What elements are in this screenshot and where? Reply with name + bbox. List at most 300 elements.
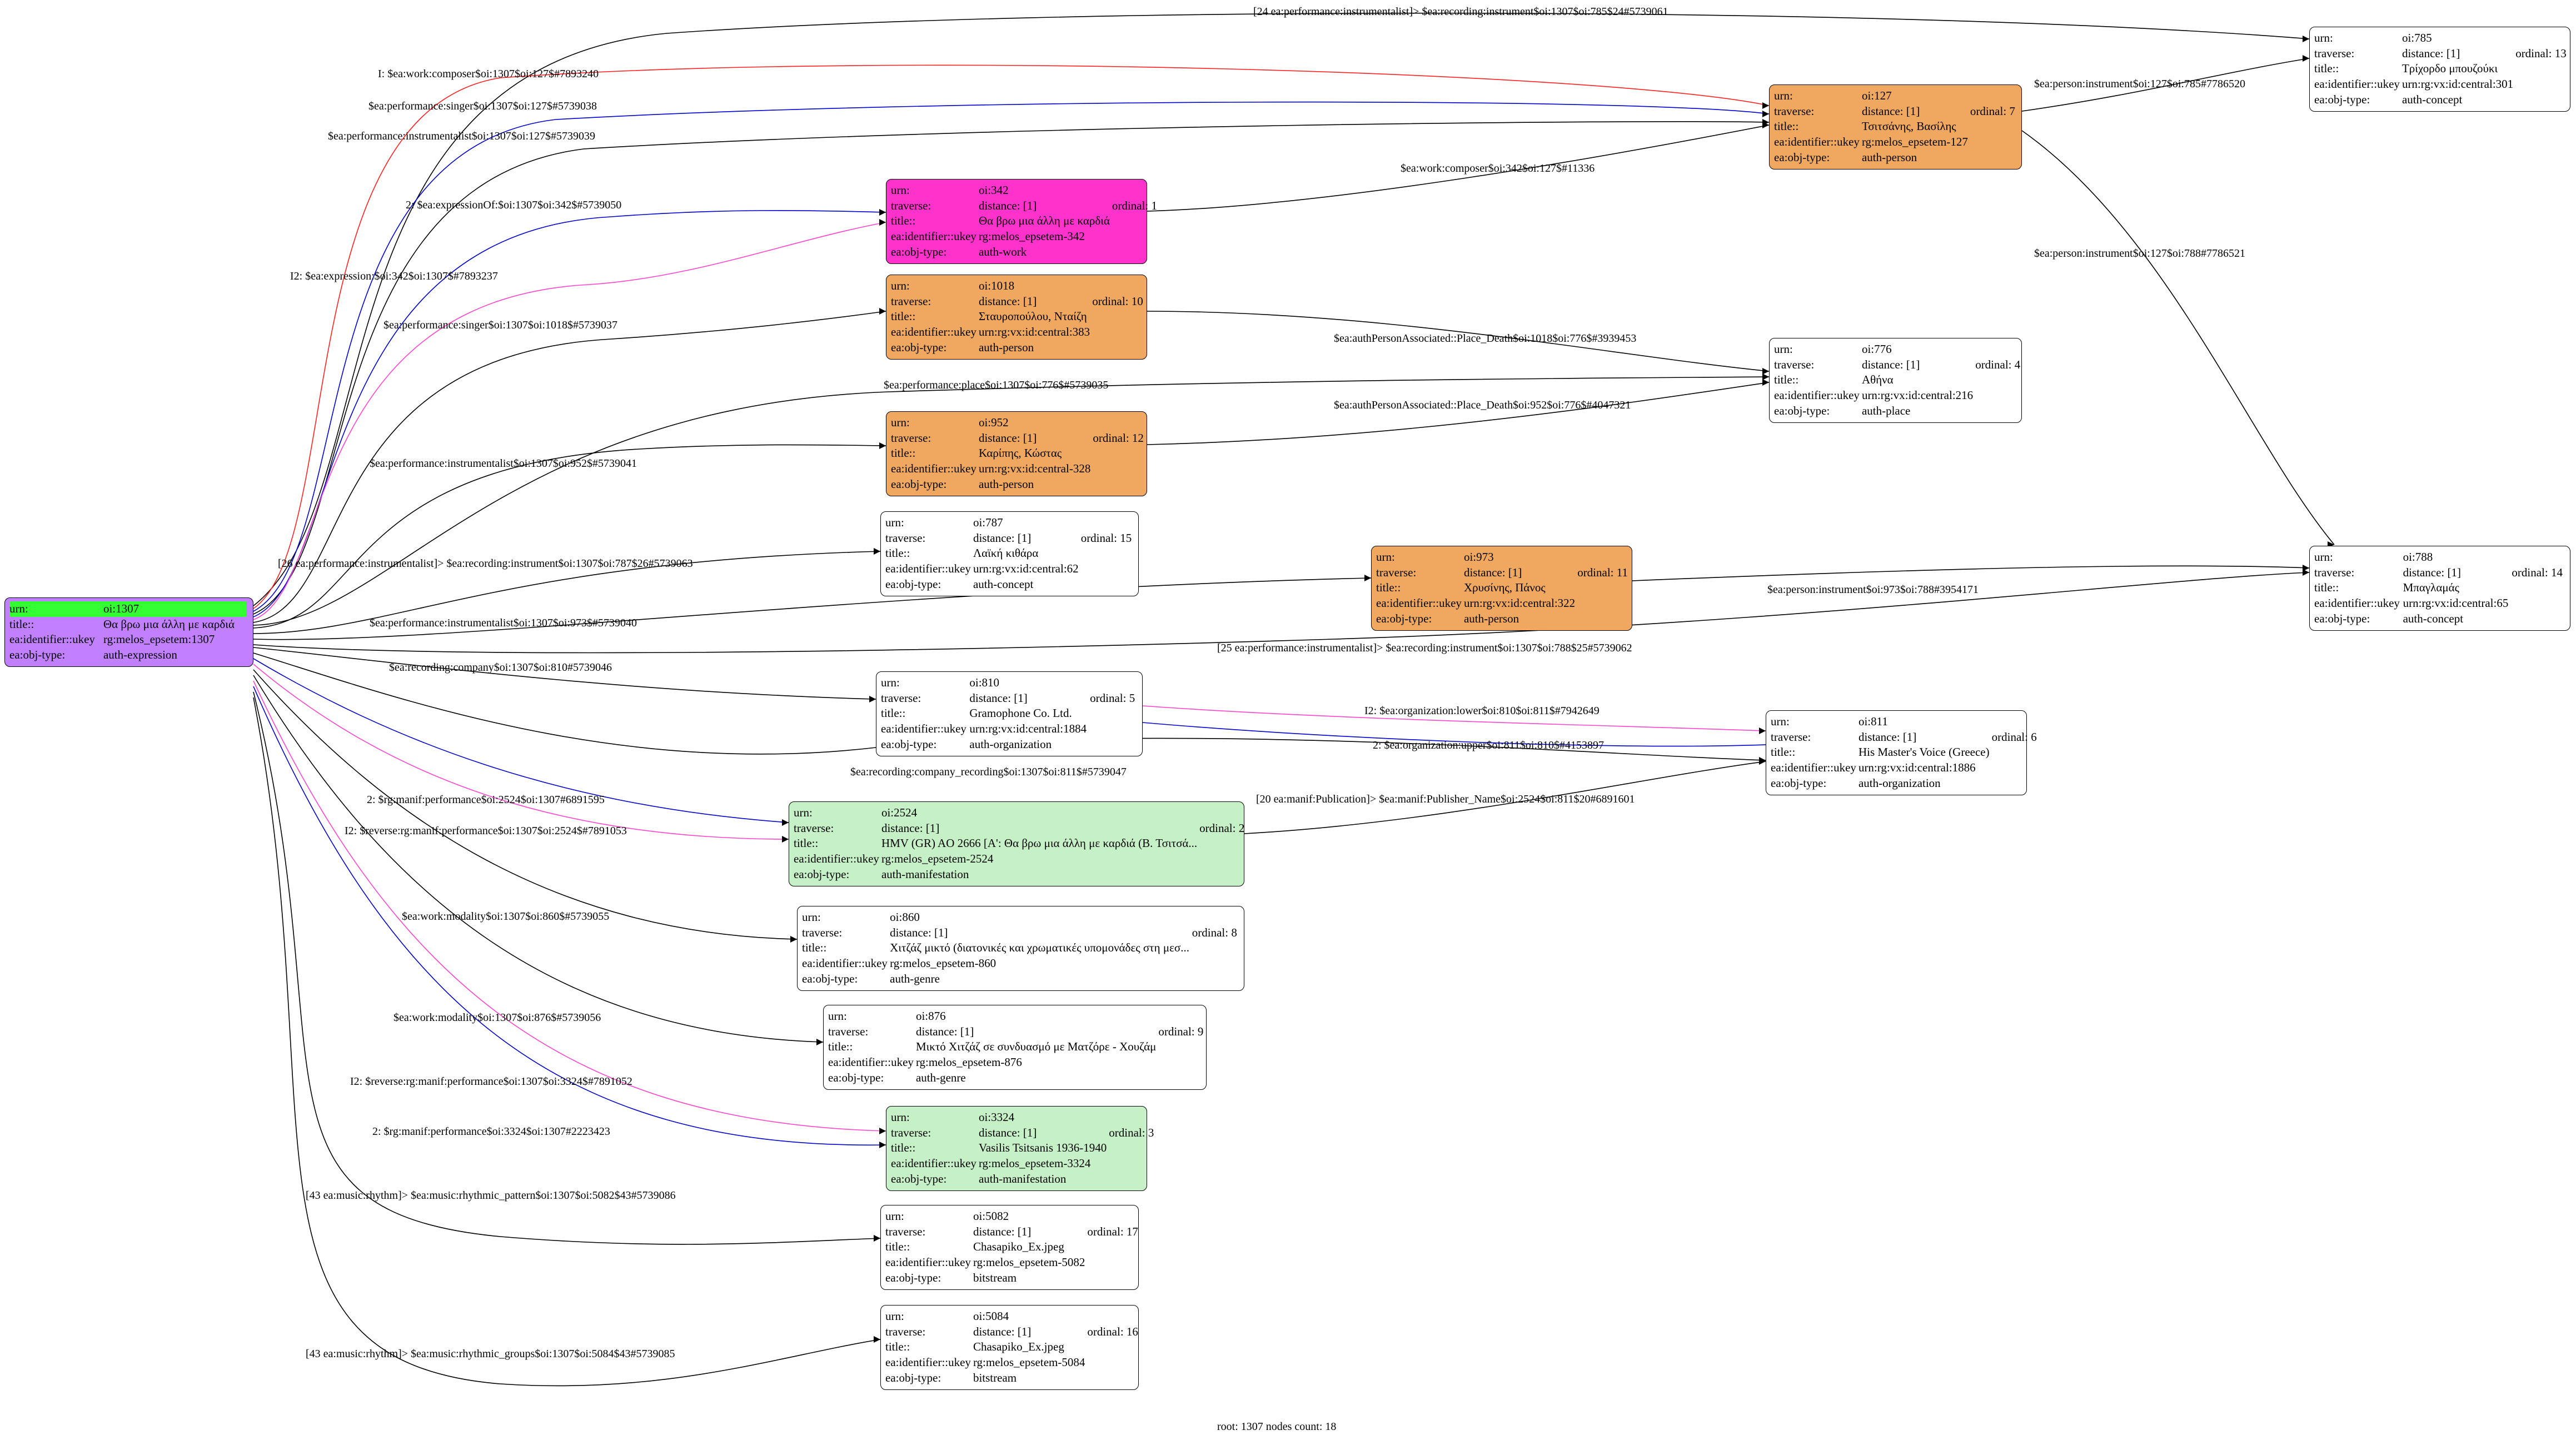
edge-arrowhead (879, 1128, 886, 1134)
graph-edge (253, 664, 789, 839)
node-field-value: oi:342 (978, 183, 1009, 197)
node-field-row (1774, 104, 2017, 119)
node-field-value: oi:788 (2403, 550, 2433, 564)
node-field-extra (1093, 477, 1146, 492)
graph-node-3324[interactable] (886, 1106, 1154, 1191)
node-field-row (1376, 550, 1630, 565)
graph-node-787[interactable] (880, 511, 1139, 596)
node-field-key: ea:obj-type: (1771, 776, 1827, 790)
node-field-value: bitstream (973, 1270, 1017, 1284)
edge-arrowhead (1762, 111, 1769, 117)
node-field-row (1774, 150, 2017, 166)
node-field-extra (246, 632, 248, 647)
node-field-row (2314, 565, 2565, 581)
graph-node-810[interactable] (876, 671, 1143, 756)
node-field-value: oi:860 (890, 910, 920, 924)
node-field-extra (1092, 340, 1145, 356)
node-field-key: urn: (891, 416, 910, 429)
node-field-key: urn: (891, 183, 910, 197)
node-field-key: traverse: (891, 198, 931, 212)
node-field-key: traverse: (828, 1024, 869, 1038)
node-field-row (1774, 88, 2017, 104)
node-field-value: distance: [1] (973, 531, 1032, 545)
node-field-row (1771, 760, 2039, 776)
node-field-extra (1112, 213, 1159, 229)
node-field-key: ea:identifier::ukey (1774, 388, 1860, 402)
node-field-row (885, 546, 1134, 561)
node-field-value: auth-person (978, 477, 1034, 491)
edge-arrowhead (879, 308, 886, 315)
node-field-row (1774, 372, 2022, 388)
node-field-key: urn: (802, 910, 821, 924)
node-field-extra (1577, 580, 1630, 596)
graph-edge (1632, 566, 2309, 581)
node-field-extra (1087, 1355, 1140, 1371)
node-field-value: oi:1018 (978, 279, 1015, 292)
node-field-row (2314, 92, 2569, 108)
node-field-extra (1087, 1339, 1140, 1355)
node-field-row (891, 294, 1145, 310)
node-field-value: distance: [1] (2401, 46, 2460, 60)
node-field-value: auth-concept (2403, 611, 2464, 625)
node-field-extra (1087, 1309, 1140, 1324)
node-field-value: urn:rg:vx:id:central:1886 (1858, 761, 1976, 775)
node-field-value: bitstream (973, 1371, 1017, 1384)
node-field-extra (1109, 1156, 1156, 1172)
node-field-extra (1081, 577, 1134, 592)
node-field-extra (1158, 1055, 1205, 1070)
node-field-row (802, 910, 1239, 925)
node-field-extra (2512, 611, 2565, 627)
edge-arrowhead (1762, 368, 1769, 375)
edge-arrowhead (1759, 757, 1766, 764)
node-field-row (891, 415, 1146, 431)
node-field-extra (1158, 1070, 1205, 1086)
node-field-key: ea:identifier::ukey (2314, 77, 2400, 91)
node-field-key: traverse: (1376, 565, 1417, 579)
node-field-value: rg:melos_epsetem-876 (915, 1055, 1022, 1069)
node-field-value: auth-organization (1858, 776, 1941, 790)
node-field-value: auth-genre (915, 1070, 966, 1084)
node-field-extra (1087, 1255, 1140, 1270)
edge-label: [20 ea:manif:Publication]> $ea:manif:Publisher_Name$oi:2524$oi:811$20#6891601 (1256, 793, 1635, 805)
node-field-extra (1192, 956, 1239, 971)
node-field-extra (1090, 706, 1138, 721)
node-field-key: traverse: (881, 691, 921, 705)
node-field-extra: ordinal: 16 (1087, 1324, 1138, 1338)
edge-label: [24 ea:performance:instrumentalist]> $ea:recording:instrument$oi:1307$oi:785$24#5739061 (1253, 6, 1668, 18)
node-field-value: oi:2524 (881, 806, 918, 819)
node-field-value: Χρυσίνης, Πάνος (1463, 581, 1546, 595)
edge-arrowhead (869, 696, 876, 702)
node-field-extra (1577, 596, 1630, 611)
node-field-row (9, 617, 248, 632)
graph-node-2524[interactable] (789, 801, 1244, 886)
node-field-value: Σταυροπούλου, Νταίζη (978, 310, 1087, 323)
node-field-key: urn: (1774, 342, 1793, 356)
node-field-extra (2512, 580, 2565, 596)
node-field-key: ea:obj-type: (881, 737, 937, 751)
edge-label: 2: $rg:manif:performance$oi:3324$oi:1307#2223423 (372, 1125, 610, 1138)
node-field-value: Chasapiko_Ex.jpeg (973, 1240, 1064, 1254)
node-field-extra (1992, 714, 2039, 730)
node-field-key: urn: (1774, 89, 1793, 102)
edge-label: I2: $ea:expression:$oi:342$oi:1307$#7893237 (290, 270, 498, 282)
node-field-value: rg:melos_epsetem:1307 (103, 632, 215, 646)
node-field-key: urn: (2314, 31, 2333, 44)
node-field-extra (1970, 119, 2017, 134)
node-field-key: traverse: (794, 821, 834, 835)
graph-node-788[interactable] (2309, 546, 2570, 631)
node-field-key: title:: (891, 1141, 916, 1155)
node-field-key: urn: (2314, 550, 2333, 564)
node-field-row (891, 477, 1146, 492)
edge-label: $ea:performance:instrumentalist$oi:1307$oi:952$#5739041 (370, 457, 637, 470)
edge-label: $ea:work:modality$oi:1307$oi:876$#5739056 (393, 1012, 601, 1024)
node-field-row (881, 691, 1138, 706)
node-field-row (828, 1055, 1205, 1070)
node-field-extra (1093, 461, 1146, 477)
node-field-row (802, 925, 1239, 941)
node-field-value: rg:melos_epsetem-127 (1861, 135, 1968, 149)
node-field-key: ea:obj-type: (794, 867, 850, 881)
node-field-row (885, 1239, 1140, 1255)
node-field-key: traverse: (802, 925, 843, 939)
graph-edge (1147, 382, 1769, 445)
node-field-value: auth-genre (890, 971, 940, 985)
node-field-value: distance: [1] (978, 1125, 1037, 1139)
node-field-value: urn:rg:vx:id:central:1884 (969, 722, 1087, 736)
node-field-row (802, 956, 1239, 971)
node-field-extra (246, 617, 248, 632)
node-field-extra: ordinal: 1 (1112, 198, 1157, 212)
edge-arrowhead (879, 209, 886, 216)
node-field-row (828, 1039, 1205, 1055)
node-field-extra (2512, 596, 2565, 611)
node-field-row (2314, 31, 2569, 46)
edge-arrowhead (1762, 379, 1769, 386)
edge-arrowhead (1762, 122, 1769, 128)
node-field-extra (1081, 546, 1134, 561)
graph-node-342[interactable] (886, 179, 1157, 264)
node-field-value: auth-person (1463, 611, 1519, 625)
node-field-extra (1199, 836, 1247, 851)
node-field-row (1771, 745, 2039, 760)
edge-label: $ea:performance:place$oi:1307$oi:776$#5739035 (884, 379, 1109, 391)
node-field-row (885, 1270, 1140, 1286)
node-field-row (885, 1355, 1140, 1371)
edge-arrowhead (782, 819, 789, 826)
node-field-row (828, 1009, 1205, 1024)
node-field-extra: ordinal: 6 (1991, 730, 2037, 744)
node-field-row (2314, 611, 2565, 627)
node-field-key: ea:obj-type: (891, 477, 947, 491)
node-field-value: rg:melos_epsetem-5082 (973, 1255, 1085, 1269)
edge-label: $ea:performance:singer$oi:1307$oi:127$#5739038 (368, 100, 597, 112)
node-field-extra (1092, 278, 1145, 294)
node-field-value: oi:5082 (973, 1209, 1009, 1223)
node-field-value: auth-person (978, 340, 1034, 354)
node-field-extra (1970, 134, 2017, 150)
node-field-extra (1577, 550, 1630, 565)
node-field-extra: ordinal: 9 (1158, 1024, 1204, 1038)
edge-arrowhead (2303, 569, 2309, 576)
node-field-row (828, 1024, 1205, 1040)
node-field-value: Αθήνα (1861, 373, 1894, 387)
node-field-extra (1087, 1371, 1140, 1386)
node-field-extra (1109, 1110, 1156, 1125)
node-field-key: ea:obj-type: (885, 1371, 941, 1384)
node-field-row (891, 183, 1159, 198)
node-field-extra: ordinal: 12 (1093, 431, 1144, 445)
node-field-row (2314, 77, 2569, 92)
node-field-extra: ordinal: 2 (1199, 821, 1245, 835)
node-field-key: title:: (885, 546, 910, 560)
node-field-key: title:: (802, 941, 827, 955)
node-field-value: oi:785 (2401, 31, 2432, 44)
node-field-value: oi:876 (915, 1009, 946, 1023)
node-field-row (1376, 596, 1630, 611)
edge-arrowhead (1762, 119, 1769, 126)
node-field-row (891, 245, 1159, 260)
node-field-row (1771, 776, 2039, 791)
edge-arrowhead (1759, 728, 1766, 734)
node-field-key: ea:identifier::ukey (802, 956, 888, 970)
node-field-value: distance: [1] (973, 1324, 1032, 1338)
node-field-key: ea:identifier::ukey (885, 562, 971, 576)
node-field-value: distance: [1] (890, 925, 948, 939)
edge-label: 2: $ea:organization:upper$oi:811$oi:810$#4153897 (1373, 739, 1605, 751)
node-field-extra (2515, 61, 2569, 77)
graph-edge (253, 445, 886, 628)
node-field-key: ea:identifier::ukey (1774, 135, 1860, 149)
node-field-key: ea:obj-type: (885, 1270, 941, 1284)
node-field-value: distance: [1] (2403, 565, 2461, 579)
node-field-row (1376, 565, 1630, 581)
node-field-key: ea:identifier::ukey (2314, 596, 2400, 610)
node-field-row (2314, 596, 2565, 611)
node-field-value: Λαϊκή κιθάρα (973, 546, 1039, 560)
node-field-row (794, 821, 1247, 836)
edge-label: $ea:work:composer$oi:342$oi:127$#11336 (1401, 162, 1595, 175)
node-field-extra (246, 601, 248, 617)
edge-arrowhead (879, 442, 886, 449)
node-field-extra (1109, 1140, 1156, 1156)
node-field-row (891, 340, 1145, 356)
node-field-value: Χιτζάζ μικτό (διατονικές και χρωματικές υπομονάδες στη μεσ... (890, 941, 1189, 955)
edge-arrowhead (874, 1336, 880, 1343)
node-field-key: title:: (1376, 581, 1401, 595)
node-field-row (885, 1309, 1140, 1324)
node-field-key: traverse: (1774, 104, 1815, 118)
node-field-row (802, 940, 1239, 956)
node-field-extra (1087, 1270, 1140, 1286)
node-field-key: ea:obj-type: (885, 577, 941, 591)
node-field-value: distance: [1] (973, 1224, 1032, 1238)
node-field-row (885, 1339, 1140, 1355)
node-field-key: urn: (891, 1110, 910, 1124)
graph-node-776[interactable] (1769, 338, 2022, 423)
node-field-row (1376, 611, 1630, 627)
node-field-extra (1092, 309, 1145, 325)
node-field-key: ea:obj-type: (2314, 92, 2370, 106)
node-field-value: auth-person (1861, 150, 1917, 164)
edge-label: 2: $rg:manif:performance$oi:2524$oi:1307#6891595 (367, 794, 605, 806)
node-field-key: ea:obj-type: (802, 971, 858, 985)
node-field-extra (1158, 1009, 1205, 1024)
edge-arrowhead (2303, 565, 2309, 571)
node-field-key: traverse: (885, 1324, 926, 1338)
node-field-value: rg:melos_epsetem-860 (890, 956, 996, 970)
graph-node-5084[interactable] (880, 1305, 1139, 1390)
node-field-row (1771, 714, 2039, 730)
node-field-value: oi:952 (978, 416, 1009, 429)
graph-edge (253, 578, 1371, 640)
edge-label: $ea:person:instrument$oi:973$oi:788#3954171 (1767, 584, 1979, 596)
node-field-row (881, 675, 1138, 691)
edge-label: $ea:work:modality$oi:1307$oi:860$#5739055 (402, 910, 610, 923)
node-field-value: distance: [1] (978, 431, 1037, 445)
node-field-row (2314, 580, 2565, 596)
edge-arrowhead (1759, 758, 1766, 765)
node-field-value: HMV (GR) AO 2666 [A': Θα βρω μια άλλη με καρδιά (Β. Τσιτσά... (881, 836, 1198, 850)
node-field-value: rg:melos_epsetem-5084 (973, 1356, 1085, 1369)
edge-label: $ea:recording:company_recording$oi:1307$oi:811$#5739047 (850, 766, 1127, 778)
node-field-extra (1992, 760, 2039, 776)
node-field-extra (1090, 721, 1138, 737)
node-field-value: Καρίπης, Κώστας (978, 446, 1062, 460)
node-field-extra: ordinal: 10 (1092, 294, 1143, 308)
node-field-extra: ordinal: 7 (1970, 104, 2015, 118)
node-field-key: ea:identifier::ukey (891, 325, 976, 339)
node-field-extra (2512, 550, 2565, 565)
node-field-value: distance: [1] (1861, 104, 1920, 118)
edge-label: $ea:person:instrument$oi:127$oi:788#7786521 (2034, 247, 2245, 260)
node-field-key: traverse: (1771, 730, 1811, 744)
node-field-key: title:: (885, 1340, 910, 1354)
node-field-key: title:: (2314, 62, 2339, 76)
node-field-value: distance: [1] (1858, 730, 1917, 744)
node-field-extra (1092, 325, 1145, 340)
node-field-key: traverse: (1774, 357, 1815, 371)
node-field-extra (1192, 910, 1239, 925)
graph-node-876[interactable] (823, 1005, 1207, 1090)
edge-arrowhead (816, 1039, 823, 1045)
node-field-value: oi:787 (973, 516, 1003, 529)
node-field-row (885, 1209, 1140, 1224)
node-field-key: title:: (794, 836, 819, 850)
node-field-row (891, 431, 1146, 446)
node-field-value: Θα βρω μια άλλη με καρδιά (978, 214, 1110, 228)
node-field-value: Τρίχορδο μπουζούκι (2401, 62, 2498, 76)
edge-label: [43 ea:music:rhythm]> $ea:music:rhythmic_pattern$oi:1307$oi:5082$43#5739086 (306, 1189, 676, 1202)
edge-label: $ea:performance:instrumentalist$oi:1307$oi:973$#5739040 (370, 617, 637, 629)
edge-label: [26 ea:performance:instrumentalist]> $ea:recording:instrument$oi:1307$oi:787$26#5739063 (278, 557, 693, 570)
edge-label: [25 ea:performance:instrumentalist]> $ea:recording:instrument$oi:1307$oi:788$25#5739062 (1217, 642, 1632, 654)
node-field-value: urn:rg:vx:id:central-328 (978, 462, 1091, 476)
edge-arrowhead (2303, 36, 2309, 42)
node-field-value: auth-expression (103, 648, 177, 662)
node-field-row (794, 867, 1247, 883)
node-field-row (885, 577, 1134, 592)
node-field-row (794, 851, 1247, 867)
node-field-extra (1109, 1172, 1156, 1187)
node-field-row (802, 971, 1239, 987)
node-field-value: oi:811 (1858, 715, 1888, 728)
node-field-value: rg:melos_epsetem-342 (978, 230, 1085, 243)
node-field-value: Μπαγλαμάς (2403, 581, 2459, 595)
node-field-row (891, 198, 1159, 214)
node-field-row (885, 1371, 1140, 1386)
node-field-value: distance: [1] (969, 691, 1028, 705)
graph-footer: root: 1307 nodes count: 18 (1217, 1421, 1337, 1433)
node-field-value: oi:810 (969, 676, 1000, 689)
graph-node-860[interactable] (797, 906, 1244, 991)
node-field-row (885, 1324, 1140, 1340)
node-field-key: urn: (794, 806, 813, 819)
node-field-extra (1970, 150, 2017, 166)
node-field-key: title:: (9, 617, 34, 631)
node-field-value: auth-manifestation (881, 867, 969, 881)
node-field-value: His Master's Voice (Greece) (1858, 745, 1990, 759)
node-field-row (891, 278, 1145, 294)
node-field-key: ea:identifier::ukey (891, 1157, 976, 1170)
node-field-key: title:: (891, 214, 916, 228)
edge-label: $ea:authPersonAssociated::Place_Death$oi:1018$oi:776$#3939453 (1334, 332, 1637, 345)
node-field-key: title:: (891, 446, 916, 460)
graph-node-1018[interactable] (886, 275, 1147, 360)
graph-node-973[interactable] (1371, 546, 1632, 631)
graph-edge (253, 675, 823, 1042)
node-field-extra (1158, 1039, 1205, 1055)
edge-label: I2: $reverse:rg:manif:performance$oi:1307$oi:3324$#7891052 (350, 1075, 632, 1088)
node-field-extra: ordinal: 4 (1975, 357, 2021, 371)
node-field-extra (1970, 88, 2017, 104)
node-field-extra (1975, 342, 2022, 357)
node-field-value: Chasapiko_Ex.jpeg (973, 1340, 1064, 1354)
node-field-key: traverse: (2314, 46, 2355, 60)
node-field-value: rg:melos_epsetem-2524 (881, 852, 994, 866)
node-field-value: distance: [1] (1463, 565, 1522, 579)
node-field-key: ea:obj-type: (2314, 611, 2370, 625)
graph-node-785[interactable] (2309, 27, 2570, 112)
graph-node-811[interactable] (1766, 710, 2037, 795)
node-field-row (794, 805, 1247, 821)
node-field-key: ea:obj-type: (9, 648, 66, 662)
node-field-row (828, 1070, 1205, 1086)
edge-arrowhead (1762, 102, 1769, 109)
node-field-value: distance: [1] (978, 294, 1037, 308)
node-field-key: title:: (1771, 745, 1796, 759)
graph-node-127[interactable] (1769, 84, 2022, 170)
graph-node-952[interactable] (886, 411, 1147, 496)
edge-label: $ea:performance:instrumentalist$oi:1307$oi:127$#5739039 (328, 130, 596, 142)
edge-label: I: $ea:work:composer$oi:1307$oi:127$#7893240 (378, 68, 599, 80)
edge-label: $ea:authPersonAssociated::Place_Death$oi:952$oi:776$#4047321 (1334, 399, 1631, 411)
node-field-key: traverse: (885, 1224, 926, 1238)
graph-node-1307[interactable] (4, 597, 253, 667)
node-field-value: oi:3324 (978, 1110, 1015, 1124)
node-field-row (2314, 61, 2569, 77)
graph-node-5082[interactable] (880, 1205, 1139, 1290)
node-field-extra (2515, 77, 2569, 92)
node-field-extra (1087, 1209, 1140, 1224)
edge-label: [43 ea:music:rhythm]> $ea:music:rhythmic_groups$oi:1307$oi:5084$43#5739085 (306, 1348, 675, 1360)
node-field-extra: ordinal: 5 (1090, 691, 1135, 705)
node-field-extra (1975, 403, 2022, 419)
node-field-key: ea:obj-type: (891, 245, 947, 258)
node-field-value: oi:127 (1861, 89, 1892, 102)
